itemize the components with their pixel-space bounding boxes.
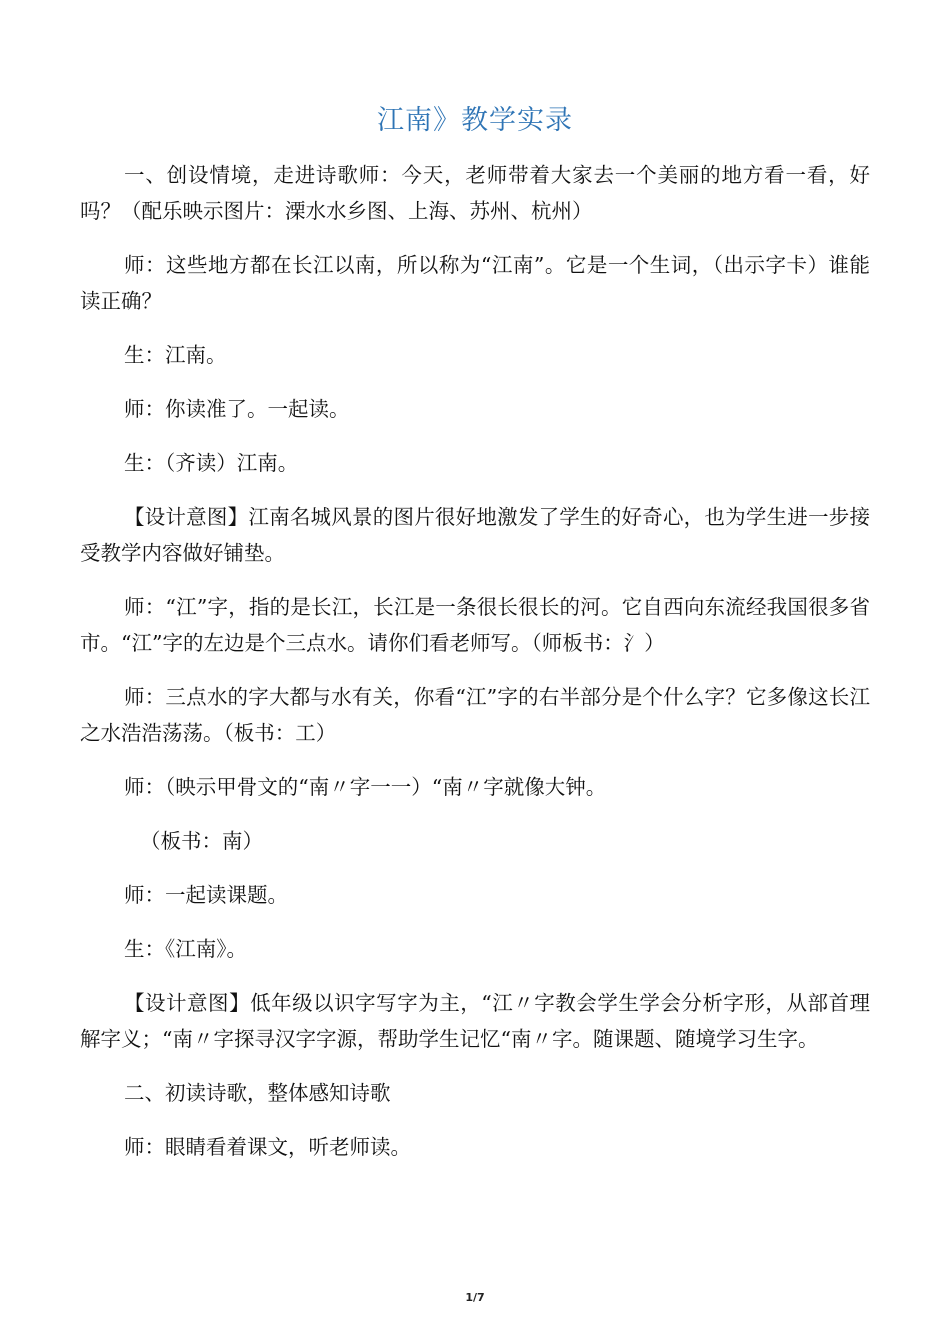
- paragraph: 生：（齐读）江南。: [124, 451, 299, 475]
- paragraph: 师：你读准了。一起读。: [124, 397, 350, 421]
- paragraph: 生：江南。: [124, 343, 227, 367]
- design-intent-paragraph: 【设计意图】低年级以识字写字为主，“江〃字教会学生学会分析字形，从部首理解字义；“南〃字探寻汉字字源，帮助学生记忆“南〃字。随课题、随境学习生字。: [80, 991, 870, 1051]
- design-intent-paragraph: 【设计意图】江南名城风景的图片很好地激发了学生的好奇心，也为学生进一步接受教学内容做好铺垫。: [80, 505, 870, 565]
- page-number: 1/7: [465, 1291, 485, 1304]
- paragraph: 师：眼睛看着课文，听老师读。: [124, 1135, 411, 1159]
- paragraph: 师：一起读课题。: [124, 883, 288, 907]
- paragraph: 生：《江南》。: [124, 937, 247, 961]
- paragraph: 师：“江”字，指的是长江，长江是一条很长很长的河。它自西向东流经我国很多省市。“江”字的左边是个三点水。请你们看老师写。（师板书：氵）: [80, 595, 870, 655]
- paragraph: 师：三点水的字大都与水有关，你看“江”字的右半部分是个什么字？它多像这长江之水浩浩荡荡。（板书：工）: [80, 685, 870, 745]
- paragraph: 一、创设情境，走进诗歌师：今天，老师带着大家去一个美丽的地方看一看，好吗？（配乐映示图片：溧水水乡图、上海、苏州、杭州）: [80, 163, 870, 223]
- paragraph: 师：（映示甲骨文的“南〃字一一）“南〃字就像大钟。: [124, 775, 607, 799]
- document-body: [80, 157, 870, 1183]
- document-title: 江南》教学实录: [377, 105, 573, 136]
- section-heading: 二、初读诗歌，整体感知诗歌: [124, 1081, 391, 1105]
- paragraph: 师：这些地方都在长江以南，所以称为“江南”。它是一个生词，（出示字卡）谁能读正确？: [80, 253, 870, 313]
- paragraph: （板书：南）: [140, 829, 263, 853]
